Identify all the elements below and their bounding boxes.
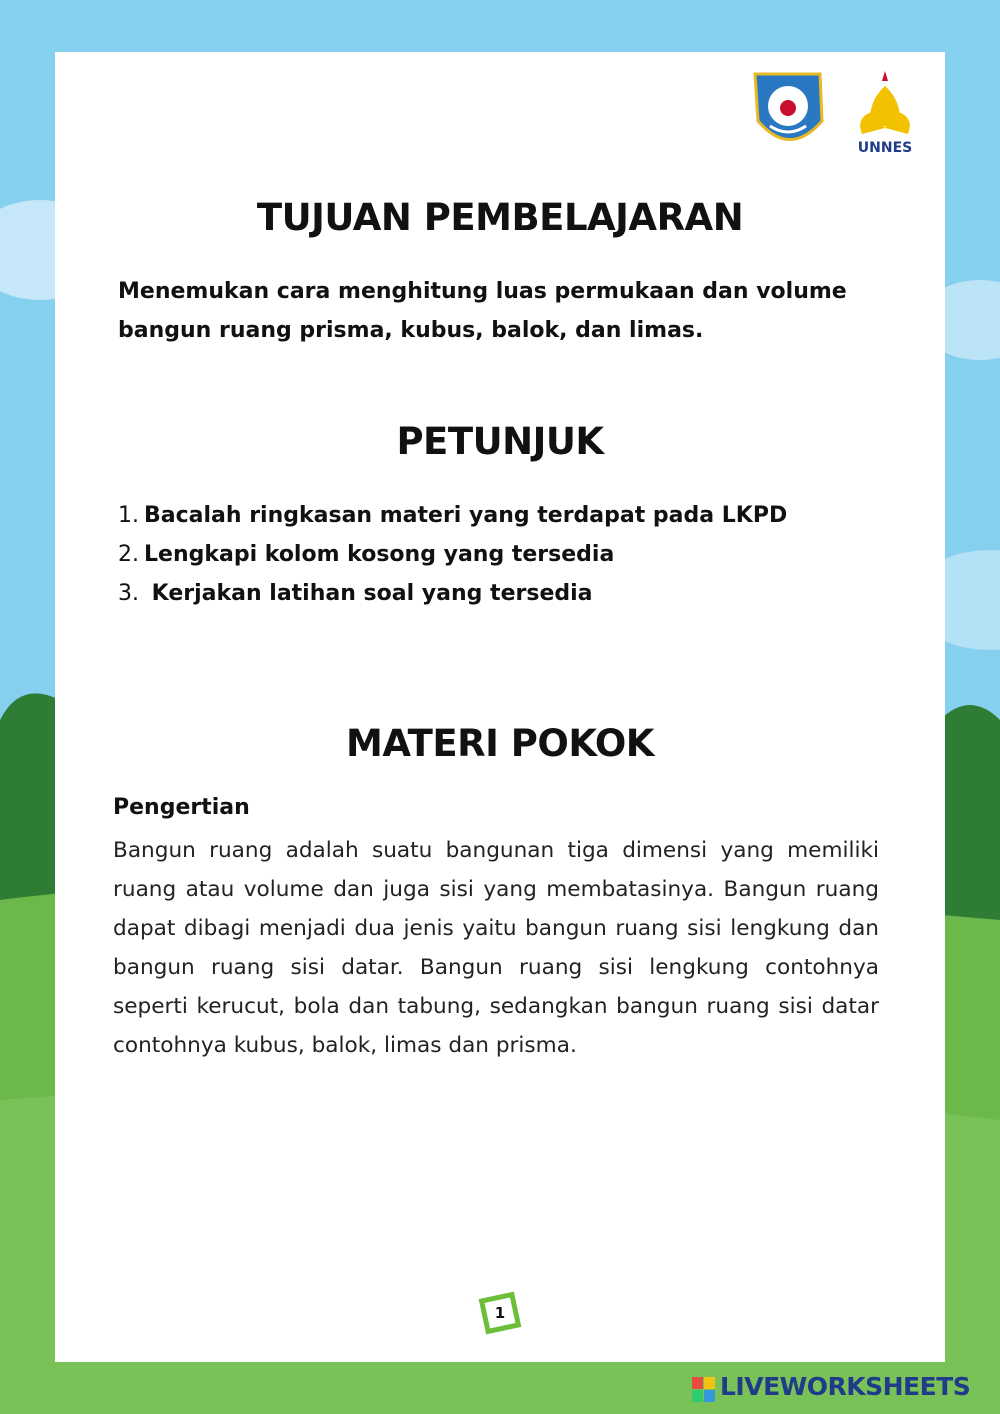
instruction-text: Kerjakan latihan soal yang tersedia [144, 581, 593, 606]
instruction-number: 2. [118, 542, 139, 567]
instruction-number: 3. [118, 581, 139, 606]
instruction-item [118, 496, 898, 535]
instruction-text: Lengkapi kolom kosong yang tersedia [144, 542, 615, 567]
instruction-item [118, 574, 898, 613]
liveworksheets-brand[interactable]: LIVEWORKSHEETS [720, 1372, 971, 1401]
instruction-text: Bacalah ringkasan materi yang terdapat pada LKPD [144, 503, 788, 528]
subheading-pengertian: Pengertian [113, 795, 250, 820]
heading-tujuan-pembelajaran: TUJUAN PEMBELAJARAN [256, 196, 744, 239]
heading-materi-pokok: MATERI POKOK [346, 722, 654, 765]
instruction-list [118, 496, 898, 613]
page-number: 1 [494, 1304, 506, 1322]
unnes-logo [858, 71, 912, 156]
heading-petunjuk: PETUNJUK [396, 420, 604, 463]
objective-line: Menemukan cara menghitung luas permukaan dan volume [118, 279, 847, 304]
institution-logos [750, 66, 930, 166]
kemdikbud-logo [755, 74, 822, 140]
unnes-logo-text: UNNES [857, 140, 913, 156]
instruction-item [118, 535, 898, 574]
worksheet-page [55, 52, 945, 1362]
instruction-number: 1. [118, 503, 139, 528]
definition-paragraph: Bangun ruang adalah suatu bangunan tiga dimensi yang memiliki ruang atau volume dan juga sisi yang membatasinya. Bangun ruang dapat dibagi menjadi dua jenis yaitu bangun ruang sisi lengkung dan bangun ruang sisi datar. Bangun ruang sisi lengkung contohnya seperti kerucut, bola dan tabung, sedangkan bangun ruang sisi datar contohnya kubus, balok, limas dan prisma. [113, 838, 879, 1058]
objective-line: bangun ruang prisma, kubus, balok, dan limas. [118, 318, 704, 343]
learning-objective [118, 272, 898, 350]
